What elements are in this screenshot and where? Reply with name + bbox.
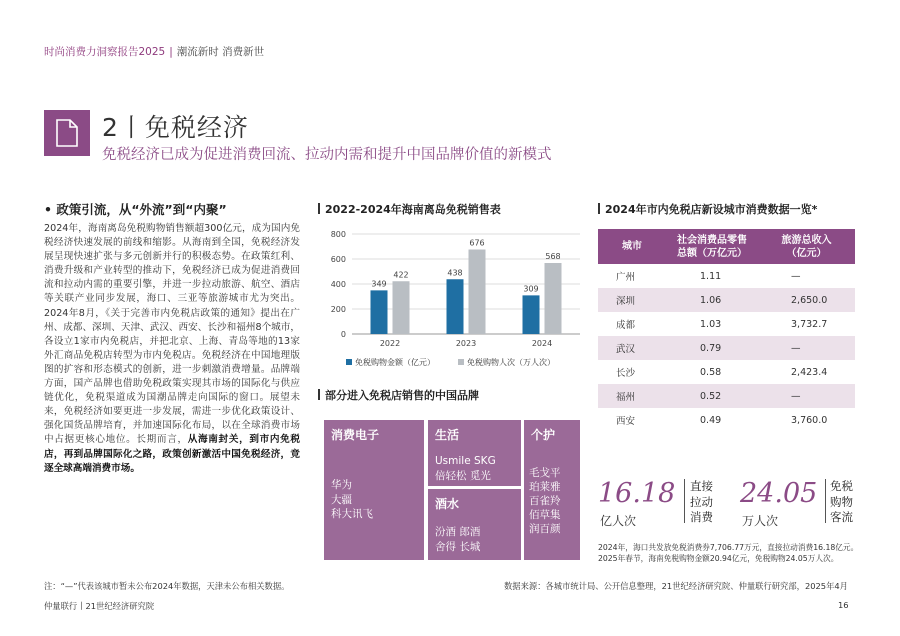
y-tick-label: 600 (330, 255, 346, 264)
brand-cell-electronics (324, 420, 424, 560)
table-row (598, 360, 855, 384)
brand-item: 毛戈平 (529, 467, 561, 479)
brand-item: Usmile SKG (435, 455, 496, 467)
bar-amount (447, 279, 464, 334)
cell-tourism: — (758, 336, 855, 360)
policy-body-highlight: 从海南封关，到市内免税店，再到品牌国际化之路，政策创新激活中国免税经济，竞逐全球高端消费市场。 (44, 434, 301, 474)
table-row (598, 288, 855, 312)
table-row (598, 384, 855, 408)
brands-title: 部分进入免税店销售的中国品牌 (318, 387, 479, 403)
policy-heading: • 政策引流，从“外流”到“内聚” (44, 202, 227, 217)
bar-visits (545, 263, 562, 334)
cell-tourism: 3,760.0 (791, 414, 828, 426)
brand-list (435, 454, 496, 483)
policy-body-text: 2024年，海南离岛免税购物销售额超300亿元，成为国内免税经济快速发展的前线和缩影。从海南到全国，免税经济发展呈现快速扩张与多元创新并行的积极态势。在政策红利、消费升级和产业转型的推动下，免税经济已成为促进消费回流和拉动内需的重要引擎，并进一步拉动旅游、航空、酒店等关联产业同步发展，海口、三亚等旅游城市尤为突出。2024年8月，《关于完善市内免税店政策的通知》提出在广州、成都、深圳、天津、武汉、西安、长沙和福州8个城市，各设立1家市内免税店，并把北京、上海、青岛等地的13家外汇商品免税店转型为市内免税店。免税经济在中国地理版图的扩容和形态模式的创新，进一步刺激消费增量。品牌端方面，国产品牌也借助免税政策实现其市场的国际化与供应链优化，免税渠道成为国潮品牌走向国际的窗口。展望未来，免税经济如要更进一步发展，需进一步优化政策设计、强化国货品牌培育，并加速国际化布局，以在全球消费市场中占据更核心地位。长期而言， (44, 223, 300, 446)
brand-item: 珀莱雅 (529, 481, 561, 493)
stat-consumption-label (690, 479, 713, 526)
y-tick-label: 400 (330, 280, 346, 289)
x-tick-label: 2024 (531, 339, 553, 348)
data-label: 422 (393, 270, 409, 280)
brand-cell-lifestyle (428, 420, 521, 486)
header-line: 城市 (622, 241, 642, 252)
brand-item: 舍得 长城 (435, 540, 481, 553)
stat-label-line: 直接 (690, 479, 713, 493)
stat-consumption-value: 16.18 (598, 478, 676, 509)
brand-list (435, 525, 480, 554)
footnote: 注：“—”代表该城市暂未公布2024年数据，天津未公布相关数据。 (44, 581, 290, 591)
brand-category: 生活 (435, 428, 460, 442)
stat-divider (684, 479, 685, 523)
stat-divider (825, 479, 826, 523)
table-header-city (598, 229, 666, 264)
table-row (598, 336, 855, 360)
city-consumption-table (598, 229, 855, 432)
cell-retail: 1.06 (666, 288, 758, 312)
table-title: 2024年市内免税店新设城市消费数据一览* (598, 201, 817, 217)
report-tagline: 潮流新时 消费新世 (176, 46, 265, 58)
y-tick-label: 200 (330, 305, 346, 314)
header-line: 社会消费品零售 (677, 234, 747, 246)
section-subtitle: 免税经济已成为促进消费回流、拉动内需和提升中国品牌价值的新模式 (102, 147, 552, 163)
publisher-brand: 仲量联行丨21世纪经济研究院 (44, 601, 155, 611)
cell-city: 深圳 (598, 288, 666, 312)
bar-amount (371, 290, 388, 334)
brand-item: 大疆 (331, 493, 352, 506)
cell-retail: 0.52 (666, 384, 758, 408)
legend-label: 免税购物金额（亿元） (355, 358, 435, 367)
page-number: 16 (838, 600, 849, 610)
stat-traffic-unit: 万人次 (742, 514, 779, 528)
cell-city: 福州 (598, 384, 666, 408)
cell-retail: 1.11 (700, 270, 722, 282)
cell-tourism: — (758, 384, 855, 408)
x-tick-label: 2022 (379, 339, 401, 348)
legend-label: 免税购物人次（万人次） (467, 358, 555, 367)
brand-category: 酒水 (435, 497, 460, 511)
cell-tourism: 3,732.7 (791, 318, 828, 330)
cell-city: 成都 (616, 320, 636, 331)
table-row (598, 264, 855, 288)
cell-city: 西安 (616, 416, 636, 427)
header-line: 总额（万亿元） (677, 247, 747, 259)
stat-label-line: 免税 (830, 479, 853, 493)
data-source: 数据来源：各城市统计局、公开信息整理，21世纪经济研究院、仲量联行研究部，2025年4月 (504, 581, 848, 591)
cell-retail: 1.03 (700, 318, 722, 330)
hainan-duty-free-bar-chart (318, 222, 588, 374)
section-title: 2丨免税经济 (102, 113, 249, 142)
cell-tourism: 2,650.0 (758, 288, 855, 312)
data-label: 309 (523, 284, 539, 294)
table-header-retail (666, 229, 758, 264)
stats-note: 2024年，海口共发放免税消费券7,706.77万元，直接拉动消费16.18亿元。2025年春节，海南免税购物金额20.94亿元，免税购物24.05万人次。 (598, 543, 859, 563)
brand-list (529, 466, 561, 536)
stat-label-line: 消费 (690, 510, 713, 524)
stat-label-line: 客流 (830, 510, 853, 524)
brand-item: 润百颜 (529, 523, 561, 535)
y-tick-label: 800 (330, 230, 346, 239)
table-header-tourism (758, 229, 855, 264)
data-label: 438 (447, 268, 463, 278)
report-header (44, 44, 264, 59)
bar-visits (393, 281, 410, 334)
stat-traffic-label (830, 479, 853, 526)
brand-item: 百雀羚 (529, 495, 561, 507)
brand-item: 汾酒 郎酒 (435, 526, 481, 538)
data-label: 568 (545, 252, 561, 261)
table-row (598, 408, 855, 432)
cell-retail: 0.79 (666, 336, 758, 360)
stat-label-line: 拉动 (690, 494, 713, 509)
legend-swatch (346, 359, 352, 365)
legend-swatch (458, 359, 464, 365)
stat-traffic-value: 24.05 (740, 478, 818, 509)
table-row (598, 312, 855, 336)
cell-city: 长沙 (616, 368, 636, 379)
chart-title: 2022-2024年海南离岛免税销售表 (318, 201, 501, 217)
y-tick-label: 0 (340, 330, 346, 339)
brand-item: 佰草集 (529, 509, 561, 521)
table-header-row (598, 229, 855, 264)
data-label: 349 (371, 279, 387, 289)
header-line: 旅游总收入 (781, 234, 832, 246)
brand-item: 科大讯飞 (331, 508, 373, 520)
cell-tourism: 2,423.4 (791, 366, 828, 378)
document-icon (44, 110, 90, 156)
header-line: （亿元） (786, 247, 827, 259)
brand-item: 华为 (331, 479, 352, 491)
report-title: 时尚消费力洞察报告2025 (44, 46, 166, 58)
brand-cell-personal-care (524, 420, 580, 560)
x-tick-label: 2023 (455, 339, 477, 348)
cell-tourism: — (791, 270, 801, 282)
brand-list (331, 478, 373, 522)
bar-visits (469, 250, 486, 335)
brand-category: 个护 (531, 428, 556, 442)
brand-cell-liquor (428, 489, 521, 560)
cell-city: 武汉 (598, 336, 666, 360)
cell-retail: 0.58 (700, 366, 722, 378)
cell-retail: 0.49 (700, 414, 722, 426)
header-separator: | (169, 46, 173, 58)
brand-category: 消费电子 (331, 428, 380, 442)
bar-amount (523, 295, 540, 334)
cell-city: 广州 (616, 272, 636, 283)
policy-body (44, 222, 300, 476)
stat-consumption-unit: 亿人次 (600, 514, 637, 528)
data-label: 676 (469, 238, 485, 248)
stat-label-line: 购物 (830, 494, 853, 509)
brand-item: 倍轻松 觅光 (435, 469, 491, 482)
